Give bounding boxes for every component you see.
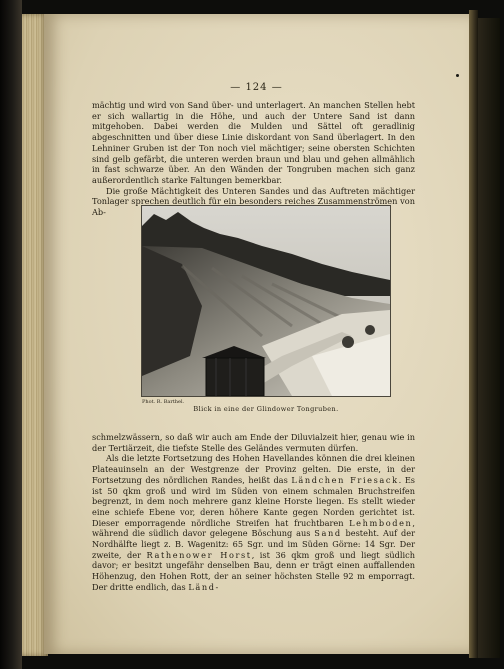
book-spine: [0, 0, 22, 669]
paragraph-bottom-line-1: schmelzwässern, so daß wir auch am Ende der Diluvialzeit hier, genau wie in der Tertiärzeit, die tiefste Stelle des Geländes vermuten dürfen.: [92, 432, 415, 453]
photo-credit: Phot. R. Barthel.: [142, 399, 185, 405]
clay-pit-photo: [142, 206, 390, 396]
term-lehmboden: Lehmboden: [349, 517, 413, 528]
text-run: , ist 36 qkm groß und liegt südlich davor; er besitzt ungefähr denselben Bau, denn er trägt einen auffallenden Höhenzug, den Hohen Rott, der an seiner höchsten Stelle 92 m emporragt. Der dritte endlich, das: [92, 549, 415, 592]
paragraph-bottom: [92, 432, 415, 593]
paragraph-top: [92, 100, 415, 218]
text-run: besteht. Auf der Nordhälfte liegt z. B. Wagenitz: 65 Sgr. und im Süden Görne: 14 Sgr. Der zweite, der: [92, 528, 415, 560]
text-run: , während die südlich davor gelegene Böschung aus: [92, 517, 415, 539]
term-sand: Sand: [314, 528, 342, 539]
paragraph-top-line-1: mächtig und wird von Sand über- und unterlagert. An manchen Stellen hebt er sich wallartig in die Höhe, und auch der Untere Sand ist dann mitgehoben. Dabei werden die Mulden und Sättel oft geradlinig abgeschnitten und über diese Linie diskordant von Sand überlagert. In den Lehniner Gruben ist der Ton noch viel mächtiger; seine obersten Schichten sind gelb gefärbt, die unteren werden braun und blau und gehen allmählich in fast schwarze über. An den Wänden der Tongruben machen sich ganz außerordentlich starke Faltungen bemerkbar.: [92, 100, 415, 185]
text-run: . Es ist 50 qkm groß und wird im Süden von einem schmalen Bruchstreifen begrenzt, in dem noch mehrere ganz kleine Horste liegen. Es stellt wieder eine schiefe Ebene vor, deren höhere Kante gegen Norden gerichtet ist. Dieser emporragende nördliche Streifen hat fruchtbaren: [92, 474, 415, 528]
place-name-rathenower-horst: Rathenower Horst: [146, 549, 252, 560]
text-run: Als die letzte Fortsetzung des Hohen Havellandes können die drei kleinen Plateauinseln an der Westgrenze der Provinz gelten. Die erste, in der Fortsetzung des nördlichen Randes, heißt das: [92, 453, 415, 485]
place-name-laend: Länd-: [188, 581, 220, 592]
paragraph-top-line-2: Die große Mächtigkeit des Unteren Sandes und das Auftreten mächtiger Tonlager sprechen deutlich für ein besonders reiches Zusammenströmen von Ab-: [92, 185, 415, 218]
page-number: — 124 —: [230, 82, 283, 93]
ink-spot: [456, 74, 459, 77]
photo-caption: Blick in eine der Glindower Tongruben.: [193, 405, 339, 413]
paragraph-bottom-body: [92, 453, 415, 592]
page-edge: [469, 10, 478, 658]
place-name-friesack: Ländchen Friesack: [291, 474, 399, 485]
facing-page-edge: [478, 18, 500, 658]
